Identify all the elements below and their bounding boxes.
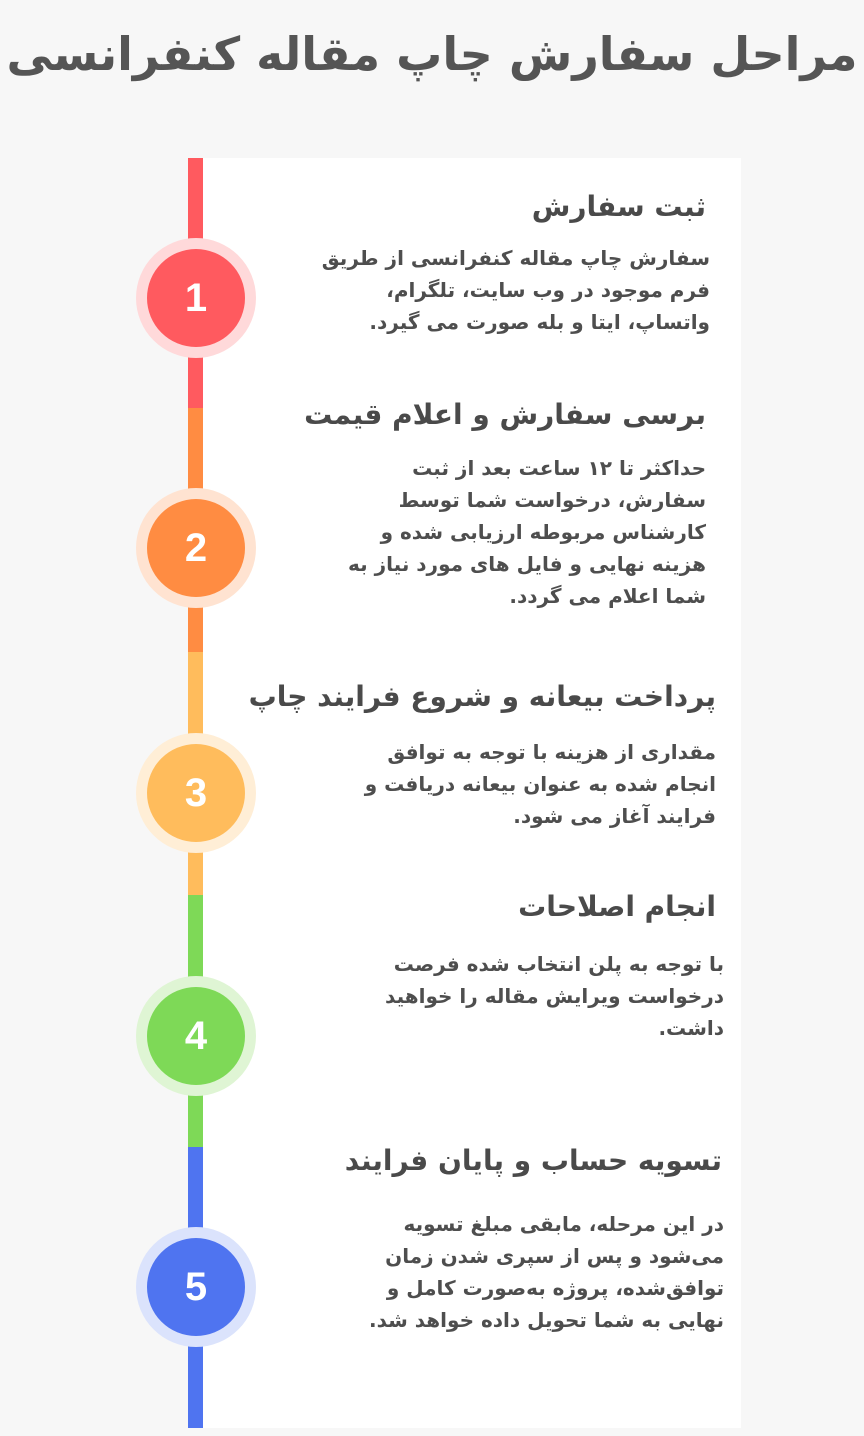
step-2-number: 2 (147, 499, 245, 597)
step-2-description: حداکثر تا ۱۲ ساعت بعد از ثبت سفارش، درخواست شما توسط کارشناس مربوطه ارزیابی شده و هزینه نهایی و فایل های مورد نیاز به شما اعلام می گردد. (348, 456, 706, 608)
step-1-description: سفارش چاپ مقاله کنفرانسی از طریق فرم موجود در وب سایت، تلگرام، واتساپ، ایتا و بله صورت می گیرد. (321, 246, 710, 334)
step-3-description: مقداری از هزینه با توجه به توافق انجام شده به عنوان بیعانه دریافت و فرایند آغاز می شود. (364, 740, 716, 828)
step-1-number: 1 (147, 249, 245, 347)
page-title: مراحل سفارش چاپ مقاله کنفرانسی (6, 27, 858, 81)
step-2-marker (136, 488, 256, 608)
step-3-title: پرداخت بیعانه و شروع فرایند چاپ (248, 680, 716, 713)
step-5-number: 5 (147, 1238, 245, 1336)
step-4-description: با توجه به پلن انتخاب شده فرصت درخواست ویرایش مقاله را خواهید داشت. (385, 952, 724, 1040)
step-4-marker (136, 976, 256, 1096)
step-1-marker (136, 238, 256, 358)
step-4-title: انجام اصلاحات (518, 890, 716, 923)
step-3-marker (136, 733, 256, 853)
step-5-marker (136, 1227, 256, 1347)
step-5-description: در این مرحله، مابقی مبلغ تسویه می‌شود و پس از سپری شدن زمان توافق‌شده، پروژه به‌صورت کامل و نهایی به شما تحویل داده خواهد شد. (368, 1212, 724, 1332)
step-3-number: 3 (147, 744, 245, 842)
step-5-title: تسویه حساب و پایان فرایند (344, 1144, 722, 1177)
step-2-title: برسی سفارش و اعلام قیمت (304, 398, 706, 431)
step-4-number: 4 (147, 987, 245, 1085)
step-1-title: ثبت سفارش (531, 190, 706, 223)
